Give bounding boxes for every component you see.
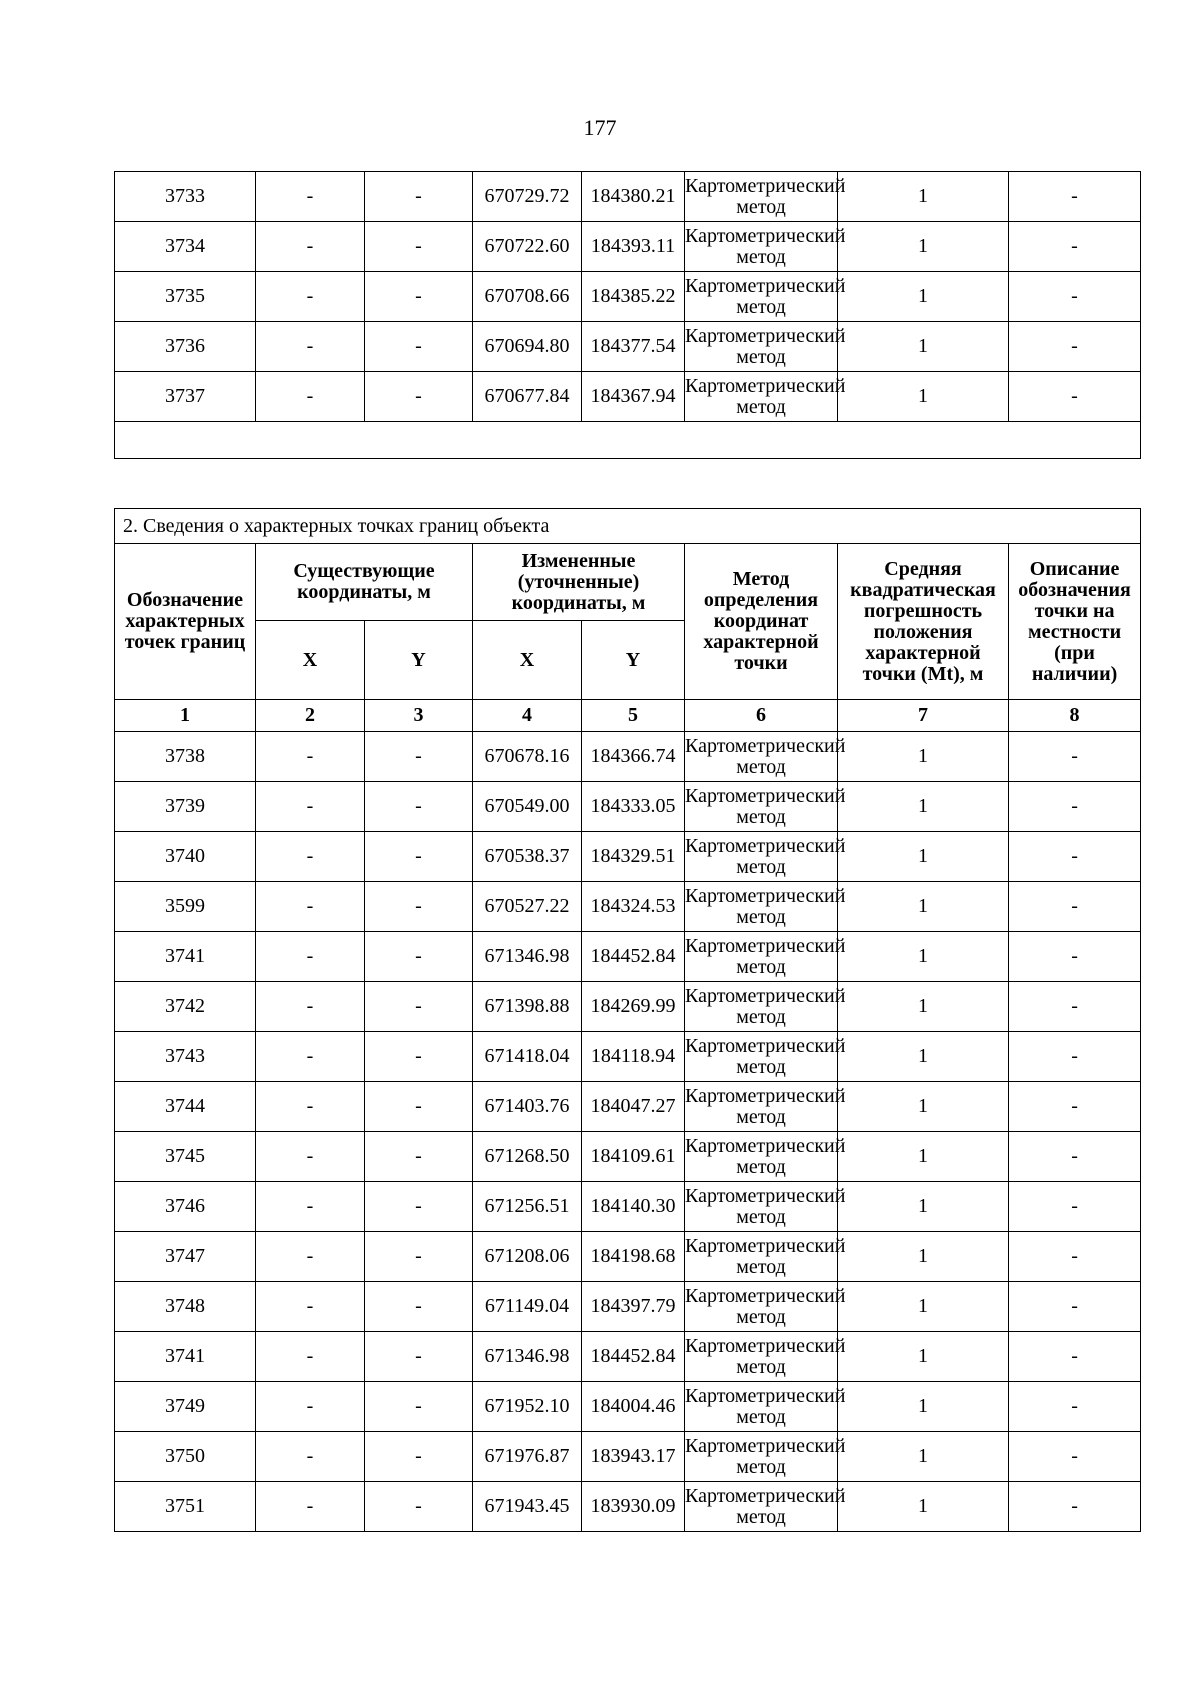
cell-changed-y: 184118.94 — [582, 1032, 685, 1082]
cell-point-id: 3749 — [115, 1382, 256, 1432]
cell-mean-square-error: 1 — [838, 1232, 1009, 1282]
cell-method: Картометрический метод — [685, 272, 838, 322]
header-mean-square-error: Средняя квадратическая погрешность положения характерной точки (Mt), м — [838, 544, 1009, 700]
column-number: 7 — [838, 700, 1009, 732]
cell-mean-square-error: 1 — [838, 782, 1009, 832]
cell-existing-y: - — [365, 932, 473, 982]
table-row — [115, 982, 1141, 1032]
cell-existing-y: - — [365, 1432, 473, 1482]
table-row — [115, 1332, 1141, 1382]
cell-changed-x: 670678.16 — [473, 732, 582, 782]
cell-method: Картометрический метод — [685, 1082, 838, 1132]
cell-point-id: 3599 — [115, 882, 256, 932]
cell-existing-x: - — [256, 932, 365, 982]
cell-changed-y: 184393.11 — [582, 222, 685, 272]
cell-description: - — [1009, 1232, 1141, 1282]
cell-description: - — [1009, 982, 1141, 1032]
cell-method: Картометрический метод — [685, 732, 838, 782]
cell-mean-square-error: 1 — [838, 222, 1009, 272]
cell-point-id: 3744 — [115, 1082, 256, 1132]
cell-method: Картометрический метод — [685, 1132, 838, 1182]
cell-existing-y: - — [365, 1132, 473, 1182]
cell-existing-y: - — [365, 1332, 473, 1382]
cell-description: - — [1009, 222, 1141, 272]
cell-mean-square-error: 1 — [838, 1182, 1009, 1232]
cell-mean-square-error: 1 — [838, 1432, 1009, 1482]
column-number: 3 — [365, 700, 473, 732]
cell-changed-x: 671149.04 — [473, 1282, 582, 1332]
cell-existing-x: - — [256, 1132, 365, 1182]
boundary-points-table-body — [115, 732, 1141, 1532]
cell-mean-square-error: 1 — [838, 322, 1009, 372]
cell-changed-y: 184333.05 — [582, 782, 685, 832]
table-row — [115, 782, 1141, 832]
cell-existing-x: - — [256, 222, 365, 272]
cell-existing-x: - — [256, 882, 365, 932]
cell-existing-x: - — [256, 172, 365, 222]
cell-description: - — [1009, 1282, 1141, 1332]
cell-existing-x: - — [256, 982, 365, 1032]
header-existing-y: Y — [365, 621, 473, 700]
cell-point-id: 3746 — [115, 1182, 256, 1232]
cell-description: - — [1009, 1132, 1141, 1182]
cell-point-id: 3734 — [115, 222, 256, 272]
cell-changed-y: 184140.30 — [582, 1182, 685, 1232]
cell-existing-y: - — [365, 272, 473, 322]
table-row — [115, 1382, 1141, 1432]
table-caption: 2. Сведения о характерных точках границ объекта — [115, 509, 1141, 544]
cell-changed-x: 671418.04 — [473, 1032, 582, 1082]
cell-method: Картометрический метод — [685, 982, 838, 1032]
cell-changed-x: 671943.45 — [473, 1482, 582, 1532]
cell-mean-square-error: 1 — [838, 372, 1009, 422]
cell-method: Картометрический метод — [685, 1382, 838, 1432]
boundary-points-table — [114, 508, 1141, 1532]
cell-existing-x: - — [256, 1032, 365, 1082]
cell-existing-y: - — [365, 322, 473, 372]
cell-changed-x: 671208.06 — [473, 1232, 582, 1282]
cell-changed-x: 671346.98 — [473, 1332, 582, 1382]
cell-description: - — [1009, 732, 1141, 782]
header-changed-coordinates: Измененные (уточненные) координаты, м — [473, 544, 685, 621]
points-table-continued — [114, 171, 1141, 459]
column-number: 6 — [685, 700, 838, 732]
cell-description: - — [1009, 782, 1141, 832]
header-changed-y: Y — [582, 621, 685, 700]
cell-changed-x: 671268.50 — [473, 1132, 582, 1182]
table-row — [115, 1182, 1141, 1232]
cell-existing-y: - — [365, 172, 473, 222]
cell-point-id: 3745 — [115, 1132, 256, 1182]
cell-method: Картометрический метод — [685, 1032, 838, 1082]
cell-method: Картометрический метод — [685, 782, 838, 832]
cell-mean-square-error: 1 — [838, 882, 1009, 932]
cell-point-id: 3738 — [115, 732, 256, 782]
cell-changed-x: 670677.84 — [473, 372, 582, 422]
cell-point-id: 3740 — [115, 832, 256, 882]
cell-mean-square-error: 1 — [838, 1132, 1009, 1182]
cell-changed-y: 184329.51 — [582, 832, 685, 882]
cell-existing-y: - — [365, 732, 473, 782]
table-row — [115, 1432, 1141, 1482]
cell-mean-square-error: 1 — [838, 1382, 1009, 1432]
cell-existing-x: - — [256, 1282, 365, 1332]
cell-mean-square-error: 1 — [838, 732, 1009, 782]
cell-description: - — [1009, 372, 1141, 422]
cell-changed-y: 184366.74 — [582, 732, 685, 782]
cell-changed-x: 670538.37 — [473, 832, 582, 882]
cell-existing-y: - — [365, 832, 473, 882]
cell-description: - — [1009, 1382, 1141, 1432]
header-point-designation: Обозначение характерных точек границ — [115, 544, 256, 700]
cell-changed-x: 670527.22 — [473, 882, 582, 932]
cell-changed-y: 183930.09 — [582, 1482, 685, 1532]
column-numbers-row — [115, 700, 1141, 732]
cell-existing-x: - — [256, 372, 365, 422]
cell-method: Картометрический метод — [685, 1182, 838, 1232]
cell-method: Картометрический метод — [685, 882, 838, 932]
cell-existing-x: - — [256, 1482, 365, 1532]
table-row — [115, 1132, 1141, 1182]
cell-changed-y: 184397.79 — [582, 1282, 685, 1332]
cell-description: - — [1009, 1082, 1141, 1132]
cell-point-id: 3743 — [115, 1032, 256, 1082]
cell-method: Картометрический метод — [685, 322, 838, 372]
cell-existing-x: - — [256, 1232, 365, 1282]
header-changed-x: X — [473, 621, 582, 700]
cell-existing-y: - — [365, 882, 473, 932]
table-row — [115, 1082, 1141, 1132]
cell-point-id: 3741 — [115, 932, 256, 982]
column-number: 8 — [1009, 700, 1141, 732]
cell-existing-y: - — [365, 782, 473, 832]
table-row — [115, 1032, 1141, 1082]
cell-description: - — [1009, 1032, 1141, 1082]
cell-changed-x: 671398.88 — [473, 982, 582, 1032]
cell-existing-x: - — [256, 1432, 365, 1482]
cell-point-id: 3736 — [115, 322, 256, 372]
cell-existing-y: - — [365, 1382, 473, 1432]
cell-point-id: 3733 — [115, 172, 256, 222]
cell-point-id: 3748 — [115, 1282, 256, 1332]
cell-changed-x: 670729.72 — [473, 172, 582, 222]
table-row — [115, 1232, 1141, 1282]
cell-mean-square-error: 1 — [838, 272, 1009, 322]
table-row — [115, 222, 1141, 272]
cell-method: Картометрический метод — [685, 1482, 838, 1532]
empty-footer-row — [115, 422, 1141, 459]
cell-existing-x: - — [256, 732, 365, 782]
cell-mean-square-error: 1 — [838, 982, 1009, 1032]
cell-changed-y: 183943.17 — [582, 1432, 685, 1482]
cell-changed-y: 184367.94 — [582, 372, 685, 422]
cell-mean-square-error: 1 — [838, 1082, 1009, 1132]
cell-point-id: 3737 — [115, 372, 256, 422]
cell-mean-square-error: 1 — [838, 1332, 1009, 1382]
cell-mean-square-error: 1 — [838, 1482, 1009, 1532]
cell-changed-y: 184452.84 — [582, 1332, 685, 1382]
cell-changed-y: 184452.84 — [582, 932, 685, 982]
cell-changed-y: 184109.61 — [582, 1132, 685, 1182]
cell-changed-x: 671976.87 — [473, 1432, 582, 1482]
cell-existing-x: - — [256, 1382, 365, 1432]
column-number: 2 — [256, 700, 365, 732]
cell-description: - — [1009, 1332, 1141, 1382]
cell-changed-y: 184269.99 — [582, 982, 685, 1032]
table-row — [115, 732, 1141, 782]
cell-mean-square-error: 1 — [838, 172, 1009, 222]
cell-changed-x: 670694.80 — [473, 322, 582, 372]
cell-description: - — [1009, 932, 1141, 982]
header-description: Описание обозначения точки на местности (при наличии) — [1009, 544, 1141, 700]
page-number: 177 — [583, 115, 617, 140]
table-row — [115, 172, 1141, 222]
cell-changed-x: 671952.10 — [473, 1382, 582, 1432]
cell-point-id: 3735 — [115, 272, 256, 322]
cell-method: Картометрический метод — [685, 932, 838, 982]
cell-description: - — [1009, 322, 1141, 372]
cell-point-id: 3742 — [115, 982, 256, 1032]
cell-mean-square-error: 1 — [838, 1282, 1009, 1332]
cell-point-id: 3750 — [115, 1432, 256, 1482]
cell-changed-y: 184004.46 — [582, 1382, 685, 1432]
cell-point-id: 3739 — [115, 782, 256, 832]
cell-point-id: 3741 — [115, 1332, 256, 1382]
table-row — [115, 882, 1141, 932]
cell-description: - — [1009, 1482, 1141, 1532]
cell-description: - — [1009, 1432, 1141, 1482]
cell-method: Картометрический метод — [685, 222, 838, 272]
header-method: Метод определения координат характерной точки — [685, 544, 838, 700]
cell-existing-y: - — [365, 1032, 473, 1082]
cell-existing-x: - — [256, 1182, 365, 1232]
points-table-continued-body — [115, 172, 1141, 422]
cell-method: Картометрический метод — [685, 1332, 838, 1382]
cell-existing-x: - — [256, 782, 365, 832]
table-row — [115, 1282, 1141, 1332]
column-number: 4 — [473, 700, 582, 732]
cell-existing-y: - — [365, 982, 473, 1032]
cell-changed-x: 670549.00 — [473, 782, 582, 832]
table-row — [115, 372, 1141, 422]
cell-description: - — [1009, 832, 1141, 882]
cell-description: - — [1009, 882, 1141, 932]
cell-existing-x: - — [256, 322, 365, 372]
header-existing-x: X — [256, 621, 365, 700]
cell-existing-y: - — [365, 1232, 473, 1282]
cell-existing-y: - — [365, 222, 473, 272]
cell-existing-y: - — [365, 1282, 473, 1332]
cell-description: - — [1009, 172, 1141, 222]
cell-changed-x: 671256.51 — [473, 1182, 582, 1232]
cell-changed-x: 671346.98 — [473, 932, 582, 982]
cell-changed-x: 670722.60 — [473, 222, 582, 272]
cell-existing-x: - — [256, 1332, 365, 1382]
cell-mean-square-error: 1 — [838, 832, 1009, 882]
cell-existing-x: - — [256, 1082, 365, 1132]
table-row — [115, 322, 1141, 372]
cell-existing-y: - — [365, 1082, 473, 1132]
cell-existing-y: - — [365, 372, 473, 422]
table-row — [115, 1482, 1141, 1532]
cell-method: Картометрический метод — [685, 1282, 838, 1332]
cell-changed-y: 184047.27 — [582, 1082, 685, 1132]
cell-existing-y: - — [365, 1182, 473, 1232]
cell-changed-y: 184324.53 — [582, 882, 685, 932]
table-row — [115, 832, 1141, 882]
column-number: 1 — [115, 700, 256, 732]
table-row — [115, 272, 1141, 322]
cell-changed-y: 184198.68 — [582, 1232, 685, 1282]
cell-changed-x: 670708.66 — [473, 272, 582, 322]
cell-mean-square-error: 1 — [838, 932, 1009, 982]
cell-method: Картометрический метод — [685, 1232, 838, 1282]
cell-changed-y: 184380.21 — [582, 172, 685, 222]
cell-method: Картометрический метод — [685, 172, 838, 222]
table-row — [115, 932, 1141, 982]
cell-changed-x: 671403.76 — [473, 1082, 582, 1132]
cell-existing-x: - — [256, 832, 365, 882]
column-number: 5 — [582, 700, 685, 732]
cell-existing-y: - — [365, 1482, 473, 1532]
cell-method: Картометрический метод — [685, 1432, 838, 1482]
cell-changed-y: 184377.54 — [582, 322, 685, 372]
cell-point-id: 3751 — [115, 1482, 256, 1532]
cell-method: Картометрический метод — [685, 832, 838, 882]
cell-existing-x: - — [256, 272, 365, 322]
cell-description: - — [1009, 272, 1141, 322]
cell-point-id: 3747 — [115, 1232, 256, 1282]
cell-description: - — [1009, 1182, 1141, 1232]
cell-changed-y: 184385.22 — [582, 272, 685, 322]
cell-method: Картометрический метод — [685, 372, 838, 422]
cell-mean-square-error: 1 — [838, 1032, 1009, 1082]
header-existing-coordinates: Существующие координаты, м — [256, 544, 473, 621]
